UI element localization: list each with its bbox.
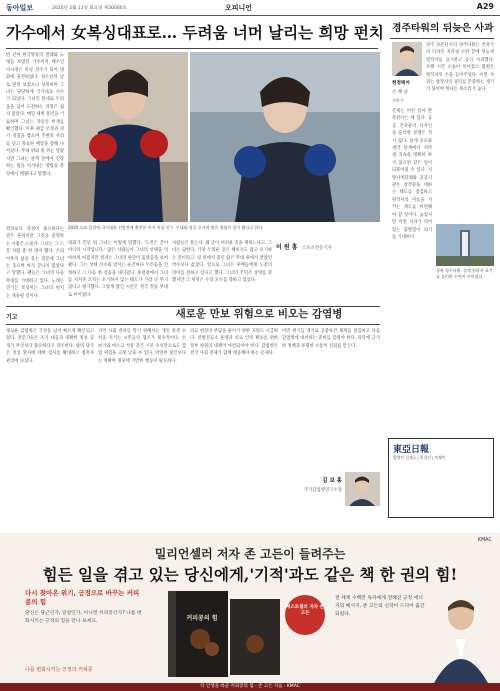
bottom-column-title: 새로운 만보 위험으로 비오는 감염병 bbox=[175, 308, 343, 320]
article-body-col1: 반 년여 한국방송의 발레와 노래를 보였던 가수이자 배우인 이시영은 복싱 선수가 되어 대회에 출전하였다. 청소년의 날로 탈진 보였으나 성취하며 그녀는 당당하게 국가대표 선수가 되었다. 그녀의 말대로 두려움을 넘어 도전하는 과정은 쉽지 않았다. 매일 새벽 훈련을 거듭하며 그녀는 자신의 한계를 확인했다. 이후 체급 조정과 경기 경험을 쌓으며 주변의 우려를 딛고 목표한 메달을 향해 나아갔다. 무대 위와 링 위는 달랐지만 그녀는 관객 앞에서 긴장하는 법을 이겨내는 방법을 복싱에서 배웠다고 말했다. bbox=[6, 53, 64, 177]
ad-footer-bar: 더 인생을 바꾼 커피콩의 힘 · 존 고든 지음 · KMAC bbox=[0, 683, 500, 691]
book-advertisement[interactable] bbox=[0, 533, 500, 691]
author-name: 이 원 홍 bbox=[276, 244, 298, 251]
author-name: 김 보 홍 bbox=[322, 478, 342, 484]
author-name: 현정택씨 bbox=[392, 81, 410, 86]
author-role: 국가감염병연구소장 bbox=[303, 488, 342, 493]
author-sub: 건축가 bbox=[392, 98, 404, 103]
author-photo bbox=[430, 589, 492, 683]
author-portrait-illustration bbox=[392, 42, 422, 76]
bottom-body-col4: 이번 위기를 계기로 공중보건 체계를 점검하고 다음 감염병에 대비하는 준비를 갖춰야 한다. 과학에 근거한 정책과 투명한 소통이 신뢰를 만든다. bbox=[282, 329, 380, 349]
ad-headline-1: 밀리언셀러 저자 존 고든이 들려주는 bbox=[154, 547, 346, 561]
bottom-title-rule bbox=[6, 324, 380, 325]
bottom-author-portrait bbox=[345, 472, 380, 506]
ad-brand: KMAC bbox=[477, 537, 492, 543]
article-body-col2: 대회가 끝난 뒤 그녀는 이렇게 말했다. '도전은 끝이 아니라 시작입니다.' 많은 사람들이 그녀의 선택을 의아하게 여겼지만 결과는 그녀의 판단이 옳았음을 보여줬다. 그는 상대 선수와 맞서는 순간마다 두려움을 인정하고 그 다음 한 걸음을 내디뎠다. 훈련장에서 그녀를 지켜본 코치는 포기하지 않는 태도가 가장 큰 무기였다고 평가했다. 그렇게 쌓인 시간은 결국 결승 무대로 이어졌다. bbox=[68, 241, 168, 298]
masthead-brand: 東亞日報 bbox=[393, 445, 430, 455]
boxer-photo-2-illustration bbox=[190, 52, 380, 222]
book-cover-image bbox=[160, 589, 285, 679]
masthead-line: 발행인 김재호 | 편집인 | 인쇄인 bbox=[393, 455, 446, 460]
opinion-label: 기고 bbox=[6, 314, 18, 321]
book-cover-illustration bbox=[160, 589, 285, 679]
author-role: 손 해 균 bbox=[392, 90, 409, 95]
boxer-photo-2 bbox=[190, 52, 380, 222]
bottom-column-author bbox=[282, 476, 342, 493]
section-name: 오피니언 bbox=[225, 4, 253, 12]
boxer-photo-1 bbox=[68, 52, 188, 222]
ad-headline-2: 힘든 일을 겪고 있는 당신에게,'기적'과도 같은 책 한 권의 힘! bbox=[42, 565, 458, 584]
article-headline: 가수에서 女복싱대표로… 두려움 너머 날리는 희망 펀치 bbox=[6, 23, 384, 42]
tower-photo bbox=[436, 224, 494, 266]
page-number: A29 bbox=[476, 2, 494, 11]
bestseller-badge: 베스트셀러 저자 존 고든 bbox=[285, 595, 325, 635]
right-column-body1: 경주 보문단지의 경주타워는 건축가의 디자인 저작권 논란 끝에 뒤늦게 원작자를 표기하고 공식 사과했다. 오랜 시간 소송이 이어졌고 법원은 원작자의 손을 들어주었다. 이번 사과는 창작자의 권리를 존중하는 계기가 되어야 한다는 목소리가 높다. bbox=[426, 43, 494, 93]
newspaper-name: 동아일보 bbox=[6, 4, 34, 12]
right-column-title: 경주타워의 뒤늦은 사과 bbox=[392, 23, 494, 34]
headline-rule bbox=[6, 48, 378, 49]
ad-left-block bbox=[25, 589, 145, 626]
bottom-body-col3: 의료 현장의 부담을 줄이기 위한 지원도 시급하다. 선별진료소 운영과 의료 인력 확보를 위한 정부 차원의 대책이 마련되어야 한다. 감염병은 결국 사회 전체가 함께 대응해야 하는 문제다. bbox=[190, 329, 278, 357]
article-body-col4: 결과보다 과정이 중요하다는 말은 흔하지만 그것을 증명하는 사람은 드물다. 그녀는 그 드문 사람 중 한 명이 됐다. 은퇴 이후의 삶을 묻는 질문에 그녀는 웃으며 아직 끝나지 않았다고 말했다. 팬들은 그녀의 다음 무대를 기대하고 있다. 노래든 연기든 복싱이든 그녀의 펀치는 계속될 것이다. bbox=[6, 227, 64, 299]
issue-date: 2020년 2월 11일 화요일 제30000호 bbox=[52, 6, 127, 11]
author-portrait bbox=[392, 42, 422, 76]
ad-body-text: 당신은 당근인가, 달걀인가, 아니면 커피콩인가? 나를 변화시키는 긍정의 힘을 만나 보세요. bbox=[25, 611, 142, 624]
tower-caption: 경북 경주타워. 설계 원작자 표기를 둘러싼 논란이 이어졌다. bbox=[436, 268, 493, 279]
article-byline bbox=[276, 242, 380, 251]
page-header bbox=[0, 0, 500, 16]
bottom-body-col2: 지역 사회 전파를 막기 위해서는 개인 위생 수칙을 지키는 시민들의 협조가 필수적이다. 손 씻기와 마스크 착용 같은 기본 수칙만으로도 감염 위험을 크게 낮출 수 있다. 막연한 불안보다는 정확한 정보에 기반한 행동이 필요하다. bbox=[98, 329, 186, 364]
book-title: 커피콩의 힘 bbox=[186, 615, 218, 622]
bottom-body-col1: 새로운 감염병은 국경을 넘어 빠르게 확산되고 있다. 전문가들은 조기 대응과 정확한 정보 공개가 무엇보다 중요하다고 강조한다. 방역 당국은 의심 환자에 대한 검사를 확대하고 접촉자 관리에 나섰다. bbox=[6, 329, 94, 364]
boxer-photo-1-illustration bbox=[68, 52, 188, 222]
right-column-body2: 문제는 이런 일이 반복된다는 데 있다. 공공 건축물의 디자인을 둘러싼 분쟁은 적지 않다. 설계 공모와 계약 단계에서 저작권 귀속을 명확히 하지 않으면 같은 일이 되풀이될 수 있다. 지방자치단체와 공공기관은 창작물을 대하는 태도를 점검하고 원작자의 이름을 지키는 제도를 마련해야 할 것이다. 늦었지만 이번 사과가 의미 있는 출발점이 되기를 기대한다. bbox=[392, 109, 432, 240]
ad-red-text: 다시 찾아온 위기, 긍정으로 바꾸는 커피콩의 힘 bbox=[25, 589, 140, 606]
tower-photo-illustration bbox=[436, 224, 494, 266]
ad-right-text: 전 세계 수백만 독자에게 전해진 긍정 에너지의 메시지. 존 고든의 신작이 드디어 출간되었다. bbox=[335, 596, 425, 617]
article-body-col3: 사람들은 묻는다. 왜 굳이 어려운 길을 택하느냐고. 그녀는 답한다. 가장 두려운 것은 해보지도 않고 포기하는 것이라고. 링 위에서 흘린 땀은 무대 위에서 받았던 박수보다 값졌다. 앞으로 그녀는 후배들에게 도전의 의미를 전하고 싶다고 했다. 그녀의 주먹은 상대를 향했지만 그 희망은 우리 모두를 향하고 있었다. bbox=[172, 241, 272, 284]
ad-left-bottom: 나를 변화시키는 긍정의 커피콩 bbox=[25, 667, 93, 673]
author-photo-illustration bbox=[430, 589, 492, 683]
bottom-author-portrait-illustration bbox=[345, 472, 380, 506]
right-column-author bbox=[392, 80, 422, 104]
masthead-box bbox=[388, 438, 494, 518]
photo-caption: 2020 도쿄 올림픽 국가대표 선발전에 출전한 여자 복싱 선수. 무대와 링을 오가며 쌓은 경험이 힘이 됐다고 한다. bbox=[68, 225, 264, 230]
right-column-rule bbox=[390, 38, 494, 39]
author-role: 스포츠전문기자 bbox=[301, 246, 332, 251]
